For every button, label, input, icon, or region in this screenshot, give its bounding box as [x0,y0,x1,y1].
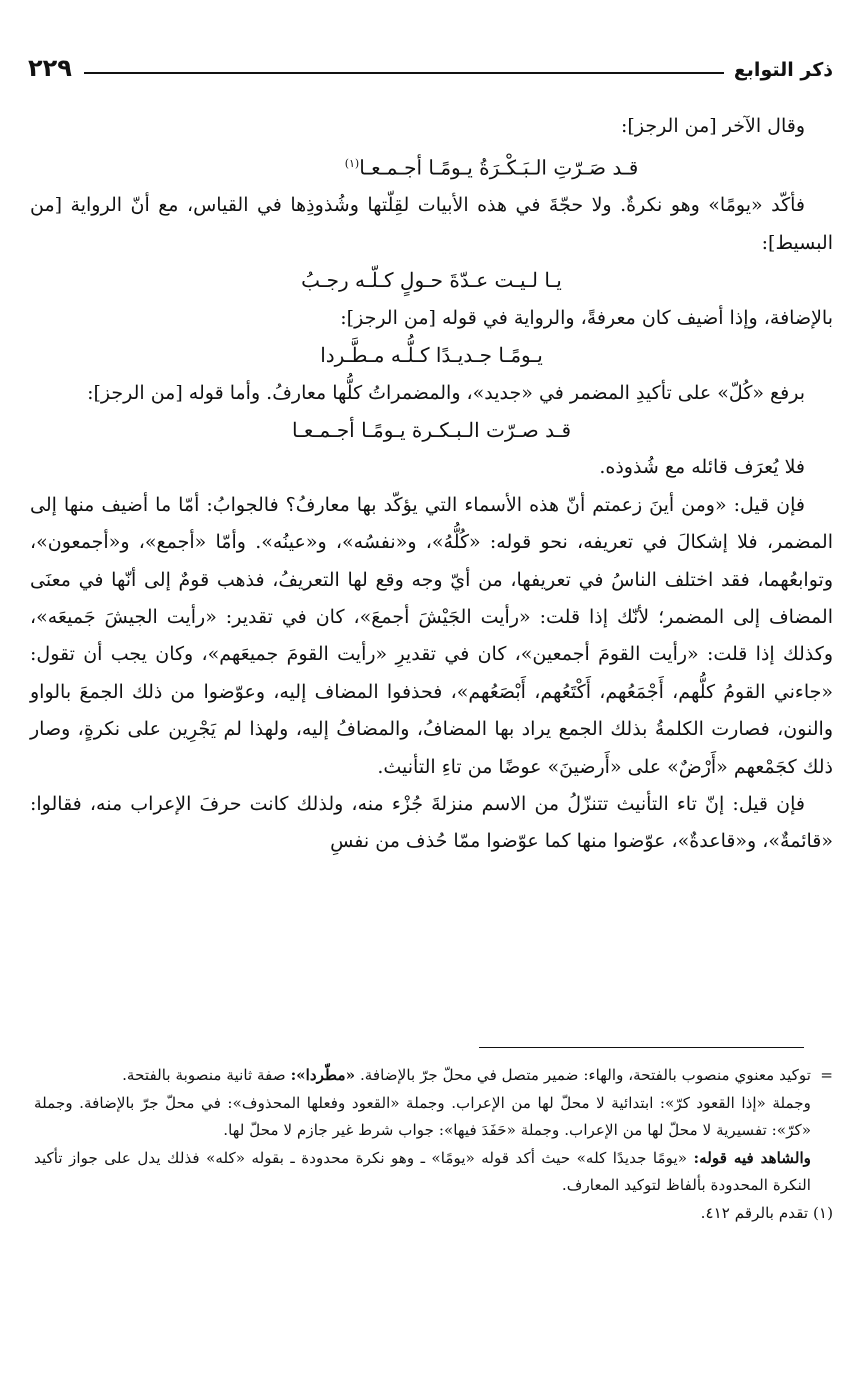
running-head [28,40,833,80]
paragraph-7: فإن قيل: إنّ تاء التأنيث تتنزّلُ من الاسم منزلةَ جُزْء منه، ولذلك كانت حرفَ الإعراب منه، فقالوا: «قائمةٌ»، و«قاعدةٌ»، عوّضوا منها كما عوّضوا ممّا حُذف من نفسِ [30,792,833,853]
footnote-term: «مطّردا»: [290,1066,356,1084]
footnote-continued-text: توكيد معنوي منصوب بالفتحة، والهاء: ضمير متصل في محلّ جرّ بالإضافة. [359,1066,811,1084]
verse-1 [30,145,833,187]
verse-1-text: قـد صَـرّتِ الـبَـكْـرَةُ يـومًـا أجـمـعـا [359,156,639,181]
footnote-ref-1: (١) [344,157,360,171]
paragraph-2: فأكّد «يومًا» وهو نكرةٌ. ولا حجّةَ في هذه الأبيات لقِلّتها وشُذوذِها في القياس، مع أنّ الرواية [من البسيط]: [30,194,833,254]
continuation-mark: = [820,1066,833,1084]
footnote-continued [34,1062,833,1090]
paragraph-6: فإن قيل: «ومن أينَ زعمتم أنّ هذه الأسماء التي يؤكّد بها معارفُ؟ فالجوابُ: أمّا ما أضيف منها إلى المضمر، فلا إشكالَ في تعريفه، نحو قوله: «كُلُّهُ»، و«نفسُه»، و«عينُه». وأمّا «أجمع»، و«أجمعون»، وتوابعُهما، فقد اختلف الناسُ في تعريفها، من أيّ وجه وقع لها التعريفُ، فذهب قومٌ إلى أنّها في معنَى المضاف إلى المضمر؛ لأنّك إذا قلت: «رأيت الجَيْشَ أجمعَ»، كان في تقدير: «رأيت الجيشَ جَميعَه»، وكذلك إذا قلت: «رأيت القومَ أجمعين»، كان في تقديرِ «رأيت القومَ جميعَهم»، وكان يجب أن تقول: «جاءني القومُ كلُّهم، أَجْمَعُهم، أَكْتَعُهم، أَبْصَعُهم»، فحذفوا المضاف إليه، وعوّضوا من ذلك الجمعَ بالواو والنون، فصارت الكلمةُ بذلك الجمع يراد بها المضافُ، والمضافُ إليه، ولهذا لم يَجْرِين على نكرةٍ، وصار ذلك كجَمْعهم «أَرْضٌ» على «أَرضينَ» عوضًا من تاءِ التأنيث. [30,493,833,778]
paragraph-5: فلا يُعرَف قائله مع شُذوذه. [599,456,805,479]
footnote-parsing: وجملة «إذا القعود كرّ»: ابتدائية لا محلّ لها من الإعراب. وجملة «القعود وفعلها المحذوف»: في محلّ جرّ بالإضافة. وجملة «كرّ»: تفسيرية لا محلّ لها من الإعراب. وجملة «حَفَدَ فيها»: جواب شرط غير جازم لا محلّ لها. [34,1093,811,1139]
footnote-1 [34,1200,833,1228]
footnote-separator [479,1047,804,1048]
paragraph-intro: وقال الآخر [من الرجز]: [621,115,805,137]
running-head-title: ذكر التوابع [733,59,833,81]
paragraph-3: بالإضافة، وإذا أضيف كان معرفةً، والرواية في قوله [من الرجز]: [340,306,833,329]
verse-4: قـد صـرّت الـبـكـرة يـومًـا أجـمـعـا [291,417,572,442]
paragraph-4: برفع «كُلّ» على تأكيدِ المضمر في «جديد»، والمضمراتُ كلُّها معارفُ. وأما قوله [من الرجز]: [87,381,805,404]
verse-3: يـومًـا جـديـدًا كـلُّـه مـطَّـردا [320,343,543,368]
main-text [30,108,833,861]
verse-2: يـا لـيـت عـدّةَ حـولٍ كـلّـه رجـبُ [301,268,562,293]
footnote-1-text: تقدم بالرقم ٤١٢. [700,1203,809,1222]
footnote-evidence [34,1145,833,1200]
footnote-1-number: (١) [812,1203,833,1222]
footnotes [34,1062,833,1227]
footnote-evidence-text: «يومًا جديدًا كله» حيث أكد قوله «يومًا» ـ وهو نكرة محدودة ـ بقوله «كله» فذلك يدل على جواز تأكيد النكرة المحدودة بألفاظ لتوكيد المعارف. [34,1148,811,1194]
footnote-term-text: صفة ثانية منصوبة بالفتحة. [122,1066,286,1084]
footnote-evidence-label: والشاهد فيه قوله: [693,1148,812,1167]
page-number: ٢٢٩ [28,54,72,82]
running-head-rule [84,72,724,74]
